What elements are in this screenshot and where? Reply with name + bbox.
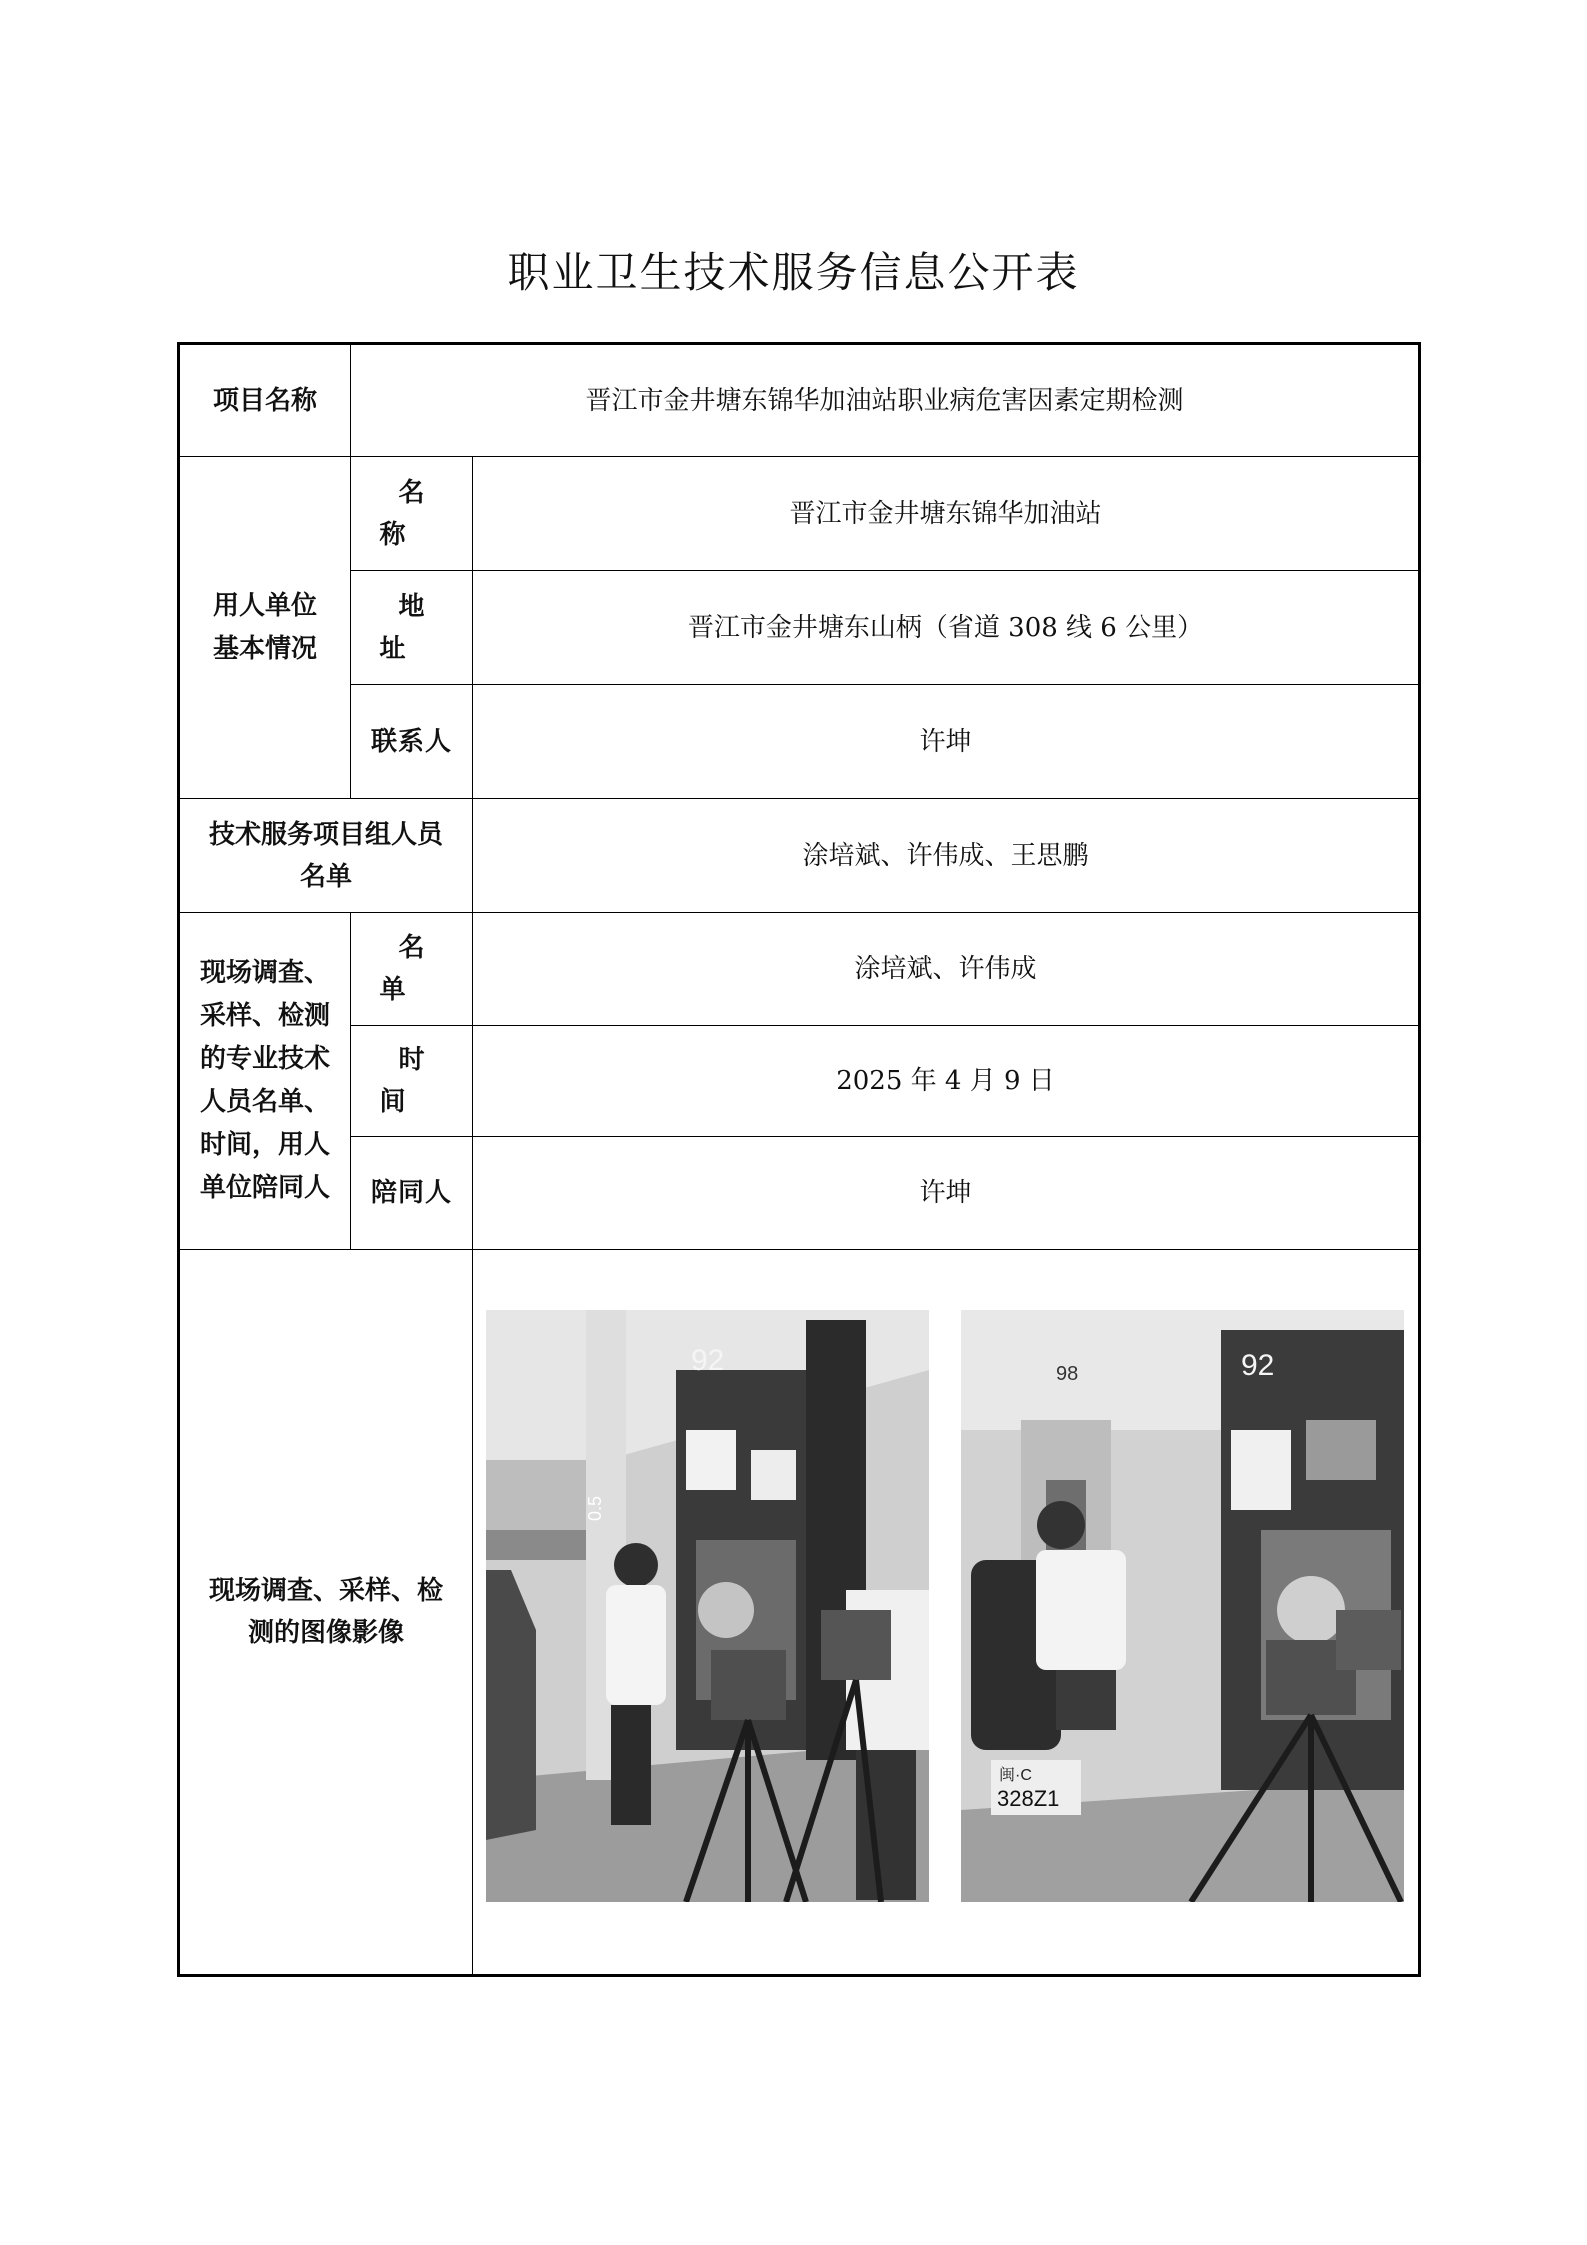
plate-top-right: 闽·C [999,1767,1032,1784]
employer-address-label: 地 址 [351,571,473,685]
onsite-escort-row [179,1137,1420,1250]
team-label-line1: 技术服务项目组人员 [208,819,443,850]
plate-number-right: 328Z1 [997,1786,1060,1811]
onsite-escort-value: 许坤 [473,1137,1420,1250]
site-photo-right-image [961,1310,1404,1902]
onsite-label [179,913,351,1250]
onsite-time-row [179,1026,1420,1137]
onsite-time-label: 时 间 [351,1026,473,1137]
site-photo-left-image [486,1310,929,1902]
employer-name-label: 名 称 [351,457,473,571]
onsite-label-line: 时间，用人 [199,1130,330,1160]
images-label [179,1250,473,1976]
project-label: 项目名称 [179,344,351,457]
images-label-line1: 现场调查、采样、检 [208,1576,443,1606]
onsite-label-line: 单位陪同人 [199,1173,330,1203]
onsite-escort-label: 陪同人 [351,1137,473,1250]
sign-number-right: 98 [1056,1363,1079,1385]
page-title: 职业卫生技术服务信息公开表 [507,248,1080,297]
onsite-list-value: 涂培斌、许伟成 [473,913,1420,1026]
onsite-time-value: 2025 年 4 月 9 日 [473,1026,1420,1137]
employer-address-row [179,571,1420,685]
onsite-label-line: 的专业技术 [199,1044,330,1074]
employer-address-value: 晋江市金井塘东山柄（省道 308 线 6 公里） [473,571,1420,685]
panel-text-left: 0.5 [585,1495,605,1521]
employer-label [179,457,351,799]
site-photo-left [486,1310,929,1902]
employer-name-value: 晋江市金井塘东锦华加油站 [473,457,1420,571]
onsite-label-line: 现场调查、 [199,958,330,988]
project-row [179,344,1420,457]
onsite-list-row [179,913,1420,1026]
employer-contact-label: 联系人 [351,685,473,799]
onsite-label-line: 人员名单、 [199,1087,330,1117]
images-row [179,1250,1420,1976]
images-cell [473,1250,1420,1976]
project-value: 晋江市金井塘东锦华加油站职业病危害因素定期检测 [351,344,1420,457]
images-label-line2: 测的图像影像 [247,1618,404,1648]
employer-contact-row [179,685,1420,799]
employer-name-row [179,457,1420,571]
onsite-list-label: 名 单 [351,913,473,1026]
site-photo-right [961,1310,1404,1902]
pump-number-left: 92 [691,1344,725,1377]
onsite-label-line: 采样、检测 [199,1001,330,1031]
team-value: 涂培斌、许伟成、王思鹏 [473,799,1420,913]
team-label [179,799,473,913]
disclosure-table [177,342,1421,1977]
pump-number-right: 92 [1241,1349,1275,1382]
team-row [179,799,1420,913]
team-label-line2: 名单 [299,861,352,892]
employer-label-line2: 基本情况 [212,633,317,664]
employer-label-line1: 用人单位 [212,590,317,621]
employer-contact-value: 许坤 [473,685,1420,799]
